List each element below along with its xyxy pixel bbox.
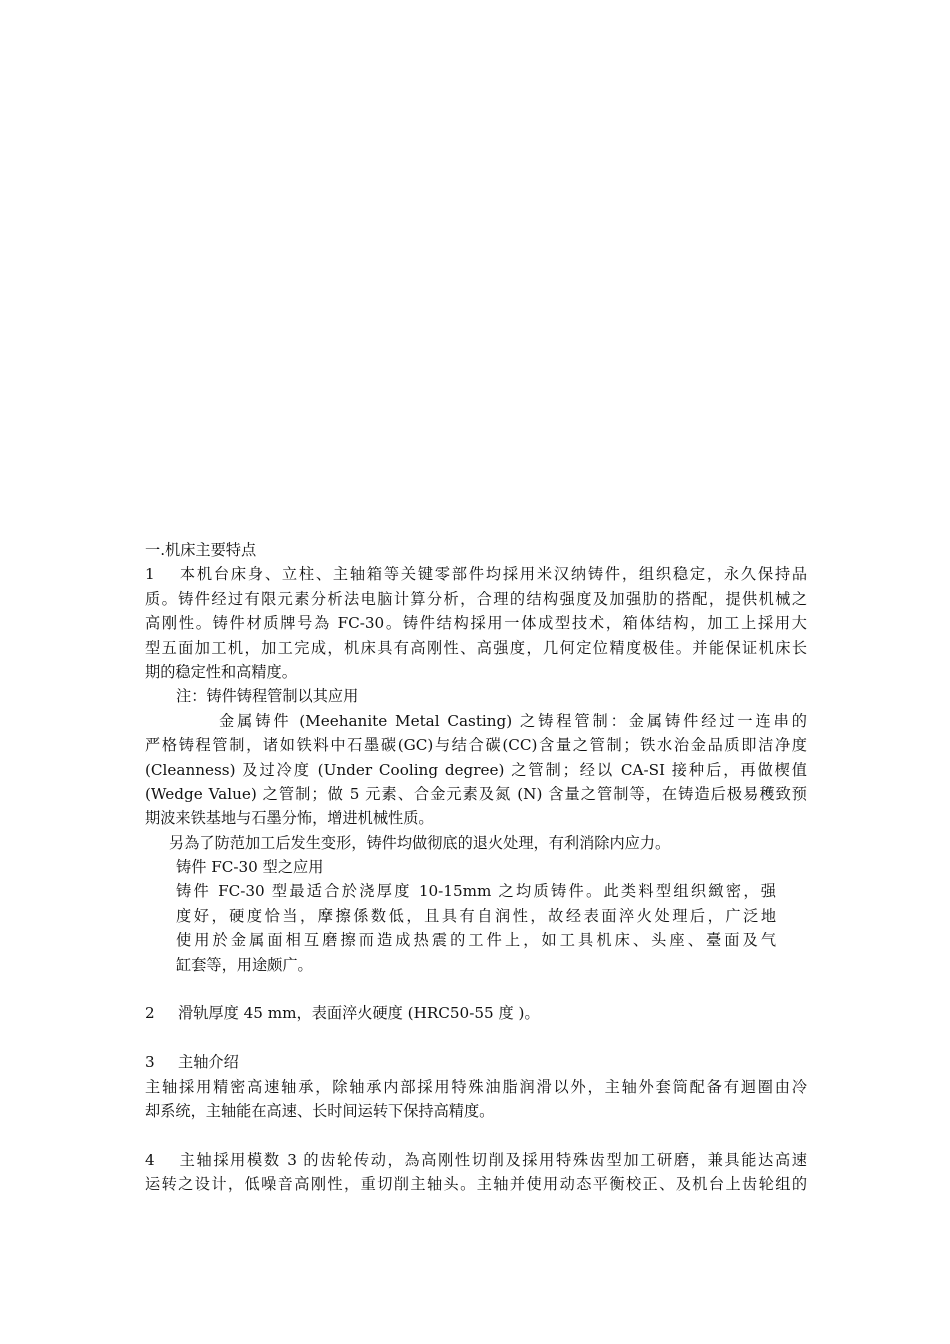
item2-text: 滑轨厚度 45 mm，表面淬火硬度 (HRC50-55 度 )。: [178, 1004, 540, 1023]
note-line-4: (Wedge Value) 之管制；做 5 元素、合金元素及氮 (N) 含量之管制等，在铸造后极易穫致预: [145, 784, 807, 803]
item2-number: 2: [145, 1004, 155, 1023]
item1-line-2: 质。铸件经过有限元素分析法电脑计算分析，合理的结构强度及加强肋的搭配，提供机械之: [145, 589, 807, 608]
item3-line-2: 却系统，主轴能在高速、长时间运转下保持高精度。: [145, 1101, 495, 1120]
item1-line-4: 型五面加工机，加工完成，机床具有高刚性、高强度，几何定位精度极佳。并能保证机床长: [145, 638, 807, 657]
item1-number: 1: [145, 565, 155, 584]
note-line-2: 严格铸程管制，诸如铁料中石墨碳(GC)与结合碳(CC)含量之管制；铁水治金品质即洁净度: [145, 736, 807, 755]
note-title: 注：铸件铸程管制以其应用: [176, 687, 359, 706]
note-line-5: 期波来铁基地与石墨分怖，增进机械性质。: [145, 809, 434, 828]
fc30-line-3: 使用於金属面相互磨擦而造成热震的工件上，如工具机床、头座、臺面及气: [176, 931, 776, 950]
fc30-line-2: 度好，硬度恰当，摩擦係数低，且具有自润性，故经表面淬火处理后，广泛地: [176, 906, 776, 925]
item4-text: 主轴採用模数 3 的齿轮传动，為高刚性切削及採用特殊齿型加工研磨，兼具能达高速: [178, 1150, 807, 1169]
item2-line: [145, 1001, 807, 1025]
fc30-title: 铸件 FC-30 型之应用: [176, 858, 324, 877]
item3-number: 3: [145, 1053, 155, 1072]
note-line-3: (Cleanness) 及过冷度 (Under Cooling degree) 之管制；经以 CA-SI 接种后，再做楔值: [145, 760, 807, 779]
annealing-text: 另為了防范加工后发生变形，铸件均做彻底的退火处理，有利消除内应力。: [169, 833, 671, 852]
section-heading: 一.机床主要特点: [145, 541, 257, 559]
note-line-1: 金属铸件 (Meehanite Metal Casting) 之铸程管制：金属铸件经过一连串的: [219, 711, 807, 730]
item3-title: 主轴介绍: [178, 1053, 239, 1072]
item1-line-3: 高刚性。铸件材质牌号為 FC-30。铸件结构採用一体成型技术，箱体结构，加工上採用大: [145, 614, 807, 633]
item4-number: 4: [145, 1150, 155, 1169]
item4-line-1: [145, 1148, 807, 1172]
spacer: [145, 1123, 807, 1147]
item3-line-1: 主轴採用精密高速轴承，除轴承内部採用特殊油脂润滑以外，主轴外套筒配备有迴圈由冷: [145, 1077, 807, 1096]
item1-line-5: 期的稳定性和高精度。: [145, 662, 297, 681]
spacer: [145, 1026, 807, 1050]
item1-text: 本机台床身、立柱、主轴箱等关键零部件均採用米汉纳铸件，组织稳定，永久保持品: [178, 565, 807, 584]
document-body: [145, 538, 807, 1197]
spacer: [145, 977, 807, 1001]
item1-line-1: [145, 562, 807, 586]
fc30-line-4: 缸套等，用途颇广。: [176, 955, 313, 974]
item3-title-line: [145, 1050, 807, 1074]
fc30-line-1: 铸件 FC-30 型最适合於浇厚度 10-15mm 之均质铸件。此类料型组织緻密，强: [176, 882, 776, 901]
item4-line-2: 运转之设计，低噪音高刚性，重切削主轴头。主轴并使用动态平衡校正、及机台上齿轮组的: [145, 1175, 807, 1194]
